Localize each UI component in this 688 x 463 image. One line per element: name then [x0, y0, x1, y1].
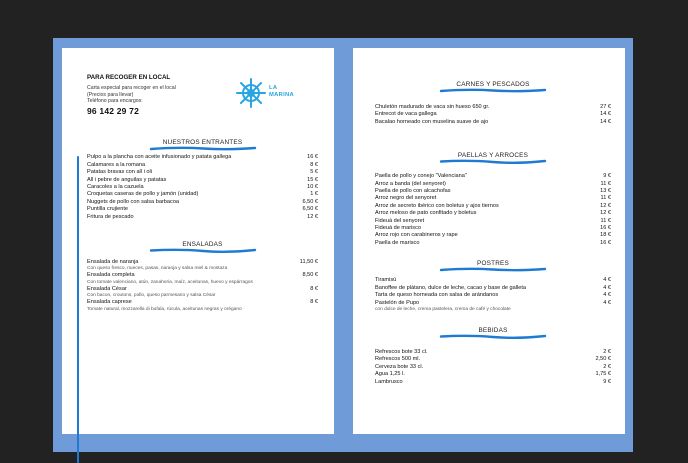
item-price: 6,50 €	[302, 206, 318, 213]
menu-item	[375, 225, 611, 232]
item-price: 2 €	[603, 363, 611, 370]
menu-item	[375, 119, 611, 126]
pickup-line: Carta especial para recoger en el local	[87, 85, 176, 92]
item-price: 11 €	[600, 217, 611, 224]
item-name: Lambrusco	[375, 378, 403, 385]
paellas-list	[375, 173, 611, 247]
menu-item	[375, 349, 611, 356]
item-price: 11,50 €	[299, 258, 318, 265]
item-name: Fideuá de marisco	[375, 225, 422, 232]
item-price: 2 €	[603, 348, 611, 355]
item-description: Con tomate valenciano, atún, zanahoria, maíz, aceitunas, huevo y espárragos	[87, 279, 253, 285]
section-title-text: PAELLAS Y ARROCES	[457, 152, 529, 160]
item-name: Paella de marisco	[375, 239, 420, 246]
item-name: Cerveza bote 33 cl.	[375, 363, 424, 370]
section-title-text: CARNES Y PESCADOS	[456, 81, 530, 88]
section-title-text: ENSALADAS	[182, 240, 223, 248]
decorative-vertical-bar	[77, 156, 79, 463]
section-title-ensaladas	[87, 241, 318, 255]
entrantes-list	[87, 154, 318, 221]
brush-stroke-decoration	[439, 88, 547, 93]
item-name: Patatas bravas con all i oli	[87, 169, 152, 176]
item-name: Caracoles a la cazuela	[87, 183, 144, 190]
item-name: Ensalada completa	[87, 272, 135, 279]
menu-item	[87, 162, 318, 169]
carnes-list	[375, 104, 611, 126]
menu-item	[375, 292, 611, 299]
phone-number: 96 142 29 72	[87, 105, 140, 116]
item-price: 1,75 €	[595, 371, 611, 378]
item-name: All i pebre de anguilas y patatas	[87, 176, 167, 183]
menu-item	[87, 154, 318, 161]
section-title-carnes	[375, 81, 611, 95]
logo-text	[269, 85, 294, 99]
item-name: Refrescos 500 ml.	[375, 356, 421, 363]
menu-item	[87, 184, 318, 191]
item-description: con dulce de leche, crema pastelera, crema de café y chocolate	[375, 306, 511, 312]
menu-item	[375, 210, 611, 217]
item-price: 16 €	[307, 154, 318, 161]
item-name: Arroz a banda (del senyoret)	[375, 180, 446, 187]
menu-item	[375, 203, 611, 210]
brush-stroke-decoration	[439, 334, 547, 339]
brush-stroke-decoration	[149, 248, 257, 253]
item-price: 27 €	[600, 104, 611, 110]
item-name: Ensalada caprese	[87, 299, 132, 306]
item-price: 15 €	[307, 176, 318, 183]
item-price: 14 €	[600, 118, 611, 125]
item-price: 13 €	[600, 188, 611, 195]
brush-stroke-decoration	[439, 159, 547, 164]
postres-list	[375, 277, 611, 313]
logo-line: LA	[269, 85, 278, 91]
pickup-title: PARA RECOGER EN LOCAL	[87, 74, 171, 81]
item-name: Entrecot de vaca gallega	[375, 111, 437, 118]
menu-item	[375, 240, 611, 247]
menu-item	[87, 169, 318, 176]
menu-item	[375, 364, 611, 371]
item-name: Banoffee de plátano, dulce de leche, cacao y base de galleta	[375, 284, 527, 291]
item-name: Arroz meloso de pato confitado y boletus	[375, 210, 477, 217]
item-price: 2,50 €	[595, 356, 611, 363]
item-name: Fideuá del senyoret	[375, 217, 425, 224]
menu-item	[87, 191, 318, 198]
item-name: Paella de pollo con alcachofas	[375, 188, 451, 195]
section-title-postres	[375, 260, 611, 274]
menu-item	[375, 111, 611, 118]
item-price: 1 €	[310, 191, 318, 198]
menu-item	[87, 299, 318, 306]
item-price: 4 €	[603, 284, 611, 291]
item-name: Paella de pollo y conejo "Valenciana"	[375, 173, 467, 180]
menu-item	[87, 199, 318, 206]
item-price: 6,50 €	[302, 198, 318, 205]
item-price: 5 €	[310, 169, 318, 176]
item-price: 4 €	[603, 299, 611, 306]
item-name: Calamares a la romana	[87, 161, 146, 168]
section-title-paellas	[375, 152, 611, 166]
item-name: Agua 1,25 l.	[375, 371, 405, 378]
item-name: Tiramisú	[375, 277, 397, 284]
item-name: Arroz de secreto ibérico con boletus y ajos tiernos	[375, 202, 499, 209]
item-price: 8 €	[310, 299, 318, 306]
item-price: 9 €	[603, 378, 611, 385]
item-price: 18 €	[600, 232, 611, 239]
item-name: Chuletón madurado de vaca sin hueso 650 gr.	[375, 104, 490, 110]
item-name: Arroz rojo con carabineros y rape	[375, 232, 458, 239]
menu-item	[375, 277, 611, 284]
menu-item	[375, 379, 611, 386]
item-name: Ensalada de naranja	[87, 258, 139, 265]
menu-item	[375, 356, 611, 363]
brush-stroke-decoration	[439, 267, 547, 272]
item-description: Tomate natural, mozzarella di bufala, rúcula, aceitunas negras y orégano	[87, 306, 242, 312]
section-title-entrantes	[87, 139, 318, 153]
brush-stroke-decoration	[149, 146, 257, 151]
section-title-text: NUESTROS ENTRANTES	[162, 139, 243, 147]
item-name: Croquetas caseras de pollo y jamón (unidad)	[87, 191, 199, 198]
item-price: 9 €	[603, 173, 611, 180]
item-price: 12 €	[600, 202, 611, 209]
menu-item	[87, 272, 318, 279]
item-price: 16 €	[600, 239, 611, 246]
item-name: Bacalao horneado con muselina suave de ajo	[375, 118, 489, 125]
item-price: 4 €	[603, 277, 611, 284]
item-price: 11 €	[600, 180, 611, 187]
item-price: 12 €	[600, 210, 611, 217]
menu-item	[375, 285, 611, 292]
menu-item	[375, 371, 611, 378]
item-name: Tarta de queso horneada con salsa de arándanos	[375, 292, 499, 299]
menu-item	[375, 218, 611, 225]
menu-item	[375, 188, 611, 195]
item-name: Refrescos bote 33 cl.	[375, 348, 428, 355]
menu-page-left	[62, 48, 334, 434]
menu-item	[375, 300, 611, 307]
menu-item	[375, 232, 611, 239]
item-price: 8 €	[310, 285, 318, 292]
section-title-text: POSTRES	[477, 260, 509, 268]
item-name: Pulpo a la plancha con aceite infusionado y patata gallega	[87, 154, 232, 161]
menu-item	[375, 181, 611, 188]
item-price: 8 €	[310, 161, 318, 168]
item-description: Con queso fresco, nueces, pasas, naranja y salsa miel & mostaza	[87, 266, 228, 272]
menu-item	[87, 214, 318, 221]
item-price: 11 €	[600, 195, 611, 202]
item-price: 4 €	[603, 292, 611, 299]
pickup-line: Teléfono para encargos:	[87, 98, 143, 105]
section-title-bebidas	[375, 327, 611, 341]
item-name: Pastelón de Pupo	[375, 299, 420, 306]
item-name: Ensalada César	[87, 285, 127, 292]
menu-item	[375, 195, 611, 202]
item-price: 10 €	[307, 183, 318, 190]
item-name: Arroz negro del senyoret	[375, 195, 437, 202]
logo-line: MARINA	[269, 92, 294, 98]
menu-item	[87, 206, 318, 213]
item-description: Con bacon, croutons, pollo, queso parmesano y salsa César	[87, 293, 216, 299]
bebidas-list	[375, 349, 611, 386]
item-price: 14 €	[600, 111, 611, 118]
pickup-line: (Precios para llevar)	[87, 91, 134, 98]
menu-item	[87, 177, 318, 184]
item-price: 12 €	[307, 213, 318, 220]
menu-item	[375, 173, 611, 180]
item-price: 8,50 €	[302, 272, 318, 279]
section-title-text: BEBIDAS	[478, 326, 508, 334]
ensaladas-list	[87, 259, 318, 313]
restaurant-logo	[236, 75, 314, 115]
item-name: Fritura de pescado	[87, 213, 134, 220]
item-name: Puntilla crujiente	[87, 206, 129, 213]
item-price: 16 €	[600, 225, 611, 232]
item-name: Nuggets de pollo con salsa barbacoa	[87, 198, 180, 205]
ship-wheel-icon	[236, 78, 266, 108]
menu-item	[375, 104, 611, 111]
menu-page-right	[353, 48, 625, 434]
